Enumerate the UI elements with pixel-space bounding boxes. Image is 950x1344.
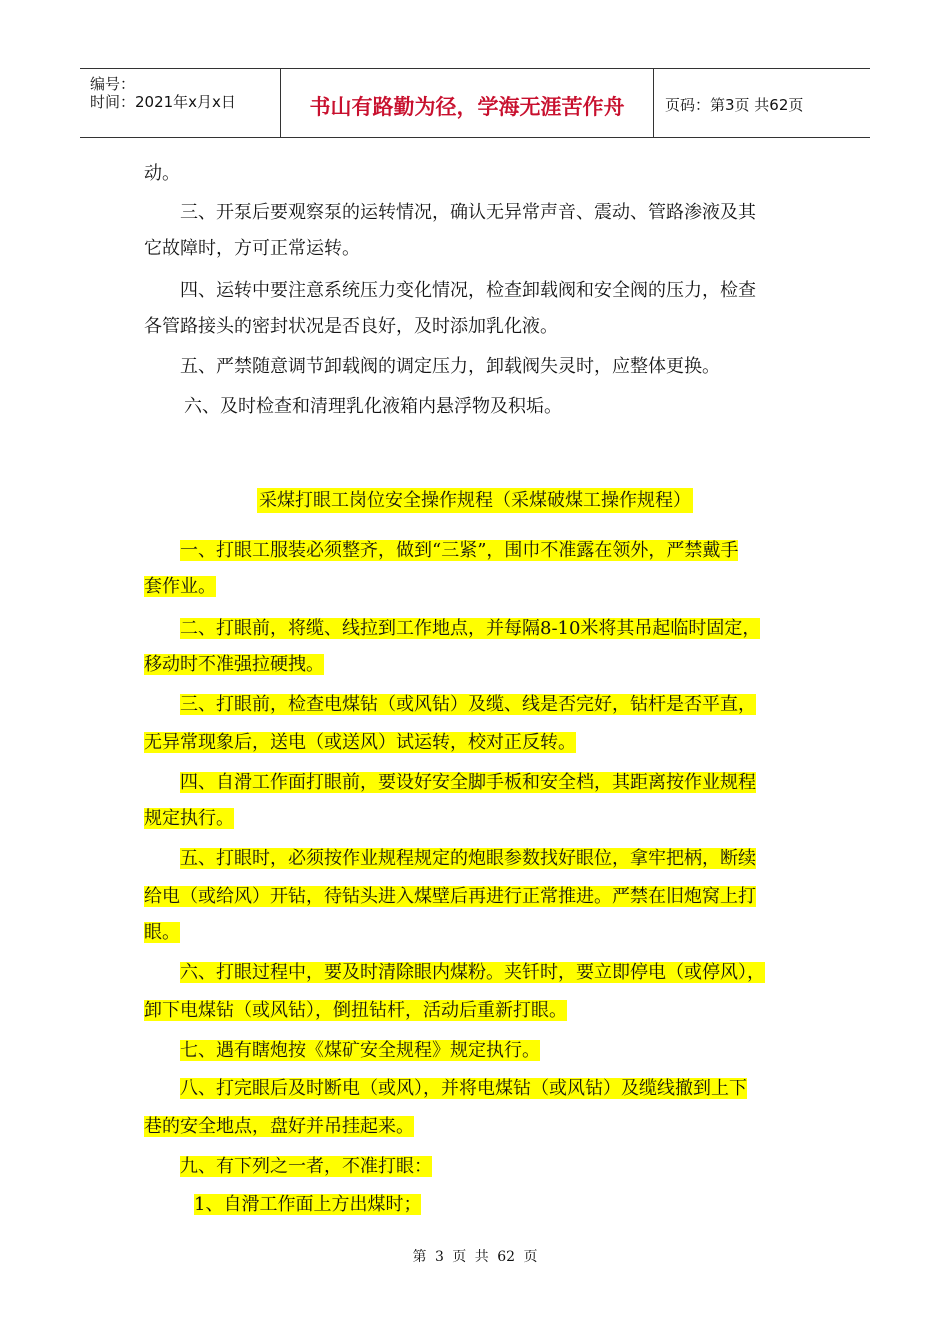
rule-text: 三、打眼前，检查电煤钻（或风钻）及缆、线是否完好，钻杆是否平直， — [180, 694, 756, 715]
rule-text: 二、打眼前，将缆、线拉到工作地点，并每隔8-10米将其吊起临时固定， — [180, 618, 761, 639]
rule-text: 六、打眼过程中，要及时清除眼内煤粉。夹钎时，要立即停电（或停风）， — [180, 962, 765, 983]
paragraph-line: 它故障时，方可正常运转。 — [144, 238, 360, 259]
rule-text: 巷的安全地点，盘好并吊挂起来。 — [144, 1116, 414, 1137]
page-header — [80, 68, 870, 138]
section-title — [0, 486, 950, 512]
page-footer: 第 3 页 共 62 页 — [412, 1249, 538, 1265]
rule-text: 眼。 — [144, 922, 180, 943]
rule-text: 五、打眼时，必须按作业规程规定的炮眼参数找好眼位，拿牢把柄，断续 — [180, 848, 756, 869]
rule-text: 给电（或给风）开钻，待钻头进入煤壁后再进行正常推进。严禁在旧炮窝上打 — [144, 886, 756, 907]
rule-line — [144, 992, 814, 1030]
header-right-cell — [653, 69, 870, 137]
rule-line — [144, 800, 814, 838]
rule-line — [144, 840, 814, 878]
rule-line — [144, 878, 814, 916]
document-number: 编号： — [90, 75, 136, 93]
rule-line — [144, 532, 814, 570]
paragraph-line: 五、严禁随意调节卸载阀的调定压力，卸载阀失灵时，应整体更换。 — [180, 356, 720, 377]
rule-line — [144, 1032, 814, 1070]
rule-text: 规定执行。 — [144, 808, 234, 829]
paragraph-line: 四、运转中要注意系统压力变化情况，检查卸载阀和安全阀的压力，检查 — [180, 280, 756, 301]
rule-text: 七、遇有瞎炮按《煤矿安全规程》规定执行。 — [180, 1040, 540, 1061]
header-left-cell — [80, 69, 280, 137]
rule-line — [144, 1148, 814, 1186]
rule-line — [144, 914, 814, 952]
rule-line — [144, 764, 814, 802]
rule-text: 四、自滑工作面打眼前，要设好安全脚手板和安全档，其距离按作业规程 — [180, 772, 756, 793]
rule-text: 无异常现象后，送电（或送风）试运转，校对正反转。 — [144, 732, 576, 753]
rule-text: 八、打完眼后及时断电（或风），并将电煤钻（或风钻）及缆线撤到上下 — [180, 1078, 747, 1099]
rule-text: 移动时不准强拉硬拽。 — [144, 654, 324, 675]
paragraph-line: 六、及时检查和清理乳化液箱内悬浮物及积垢。 — [184, 396, 562, 417]
document-date: 时间：2021年x月x日 — [90, 93, 236, 111]
rule-text: 一、打眼工服装必须整齐，做到“三紧”，围巾不准露在领外，严禁戴手 — [180, 540, 739, 561]
rule-line — [144, 1108, 814, 1146]
paragraph-line: 动。 — [144, 163, 180, 184]
rule-line — [144, 954, 814, 992]
rule-line — [144, 686, 814, 724]
rule-text: 套作业。 — [144, 576, 216, 597]
rule-line — [144, 610, 814, 648]
header-center-cell — [280, 69, 654, 137]
rule-text: 1、自滑工作面上方出煤时； — [194, 1194, 422, 1215]
rule-line — [144, 724, 814, 762]
rule-text: 卸下电煤钻（或风钻），倒扭钻杆，活动后重新打眼。 — [144, 1000, 567, 1021]
header-motto: 书山有路勤为径，学海无涯苦作舟 — [309, 95, 625, 119]
rule-line — [144, 646, 814, 684]
rule-line — [144, 1070, 814, 1108]
header-page-info: 页码：第3页 共62页 — [665, 96, 804, 114]
paragraph-line: 各管路接头的密封状况是否良好，及时添加乳化液。 — [144, 316, 558, 337]
rule-line — [144, 1186, 814, 1224]
rule-text: 九、有下列之一者，不准打眼： — [180, 1156, 432, 1177]
section-title-text: 采煤打眼工岗位安全操作规程（采煤破煤工操作规程） — [259, 490, 691, 511]
paragraph-line: 三、开泵后要观察泵的运转情况，确认无异常声音、震动、管路渗液及其 — [180, 202, 756, 223]
rule-line — [144, 568, 814, 606]
